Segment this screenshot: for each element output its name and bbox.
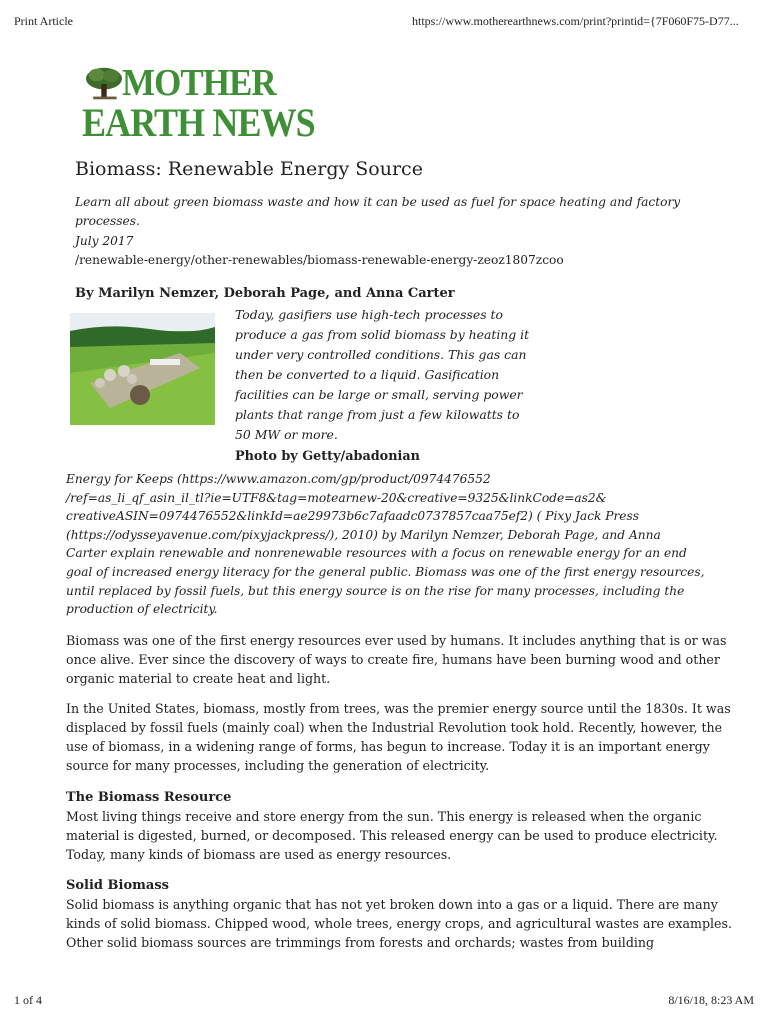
text-line: Energy for Keeps (https://www.amazon.com/gp/product/0974476552 xyxy=(66,472,491,486)
text-line: Biomass was one of the first energy resources ever used by humans. It includes anything that is or was xyxy=(66,633,727,648)
heading-biomass-resource: The Biomass Resource xyxy=(66,790,232,805)
print-header-url: https://www.motherearthnews.com/print?printid={7F060F75-D77... xyxy=(412,14,739,28)
text-line: Today, many kinds of biomass are used as energy resources. xyxy=(66,846,452,862)
intro-paragraph[interactable] xyxy=(66,470,704,619)
article-title: Biomass: Renewable Energy Source xyxy=(75,158,423,180)
text-line: source for many processes, including the generation of electricity. xyxy=(66,757,490,773)
text-line: plants that range from just a few kilowatts to xyxy=(235,407,520,422)
article-subtitle xyxy=(75,193,680,251)
paragraph-1 xyxy=(66,632,726,689)
text-line: (https://odysseyavenue.com/pixyjackpress/), 2010) by Marilyn Nemzer, Deborah Page, and Anna xyxy=(66,527,661,542)
text-line: Other solid biomass sources are trimmings from forests and orchards; wastes from building xyxy=(66,934,655,950)
text-line: displaced by fossil fuels (mainly coal) when the Industrial Revolution took hold. Recently, however, the xyxy=(66,719,723,735)
byline: By Marilyn Nemzer, Deborah Page, and Anna Carter xyxy=(75,286,455,301)
text-line: Today, gasifiers use high-tech processes to xyxy=(235,307,503,322)
text-line: July 2017 xyxy=(75,233,134,248)
text-line: 50 MW or more. xyxy=(235,427,338,442)
text-line: processes. xyxy=(75,214,140,229)
paragraph-2 xyxy=(66,700,731,776)
text-line: then be converted to a liquid. Gasification xyxy=(235,367,500,382)
paragraph-3 xyxy=(66,808,717,865)
page-number: 1 of 4 xyxy=(14,993,42,1007)
photo-caption xyxy=(235,305,529,445)
text-line: goal of increased energy literacy for the general public. Biomass was one of the first energy resources, xyxy=(66,564,705,579)
text-line: material is digested, burned, or decomposed. This released energy can be used to produce electricity. xyxy=(66,827,718,843)
logo-line-2: EARTH NEWS xyxy=(82,100,315,145)
text-line: produce a gas from solid biomass by heating it xyxy=(235,327,530,342)
text-line: Solid biomass is anything organic that has not yet broken down into a gas or a liquid. There are many xyxy=(66,897,718,912)
text-line: Carter explain renewable and nonrenewable resources with a focus on renewable energy for an end xyxy=(66,546,687,561)
text-line: creativeASIN=0974476552&linkId=ae29973b6c7afaadc0737857caa75ef2) ( Pixy Jack Press xyxy=(66,509,640,524)
text-line: /ref=as_li_qf_asin_il_tl?ie=UTF8&tag=motearnew-20&creative=9325&linkCode=as2& xyxy=(66,490,607,505)
print-header-title: Print Article xyxy=(14,14,73,28)
logo-line-1: MOTHER xyxy=(122,62,276,104)
text-line: organic material to create heat and light. xyxy=(66,670,331,686)
text-line: once alive. Ever since the discovery of ways to create fire, humans have been burning wood and other xyxy=(66,651,720,667)
photo-credit: Photo by Getty/abadonian xyxy=(235,449,420,464)
text-line: facilities can be large or small, serving power xyxy=(235,387,523,402)
text-line: kinds of solid biomass. Chipped wood, whole trees, energy crops, and agricultural wastes are examples. xyxy=(66,915,732,931)
text-line: until replaced by fossil fuels, but this energy source is on the rise for many processes, including the xyxy=(66,583,685,598)
text-line: production of electricity. xyxy=(66,602,218,617)
heading-solid-biomass: Solid Biomass xyxy=(66,878,169,893)
text-line: use of biomass, in a widening range of forms, has begun to increase. Today it is an important energy xyxy=(66,738,710,754)
paragraph-4 xyxy=(66,896,732,953)
article-path: /renewable-energy/other-renewables/biomass-renewable-energy-zeoz1807zcoo xyxy=(75,253,564,267)
text-line: In the United States, biomass, mostly from trees, was the premier energy source until the 1830s. It was xyxy=(66,701,731,716)
tree-icon xyxy=(82,66,126,102)
text-line: under very controlled conditions. This gas can xyxy=(235,347,527,362)
print-datetime: 8/16/18, 8:23 AM xyxy=(668,993,754,1007)
biomass-plant-photo xyxy=(70,313,215,425)
mother-earth-news-logo xyxy=(82,64,314,144)
text-line: Most living things receive and store energy from the sun. This energy is released when the organic xyxy=(66,809,702,824)
text-line: Learn all about green biomass waste and how it can be used as fuel for space heating and factory xyxy=(75,195,681,209)
